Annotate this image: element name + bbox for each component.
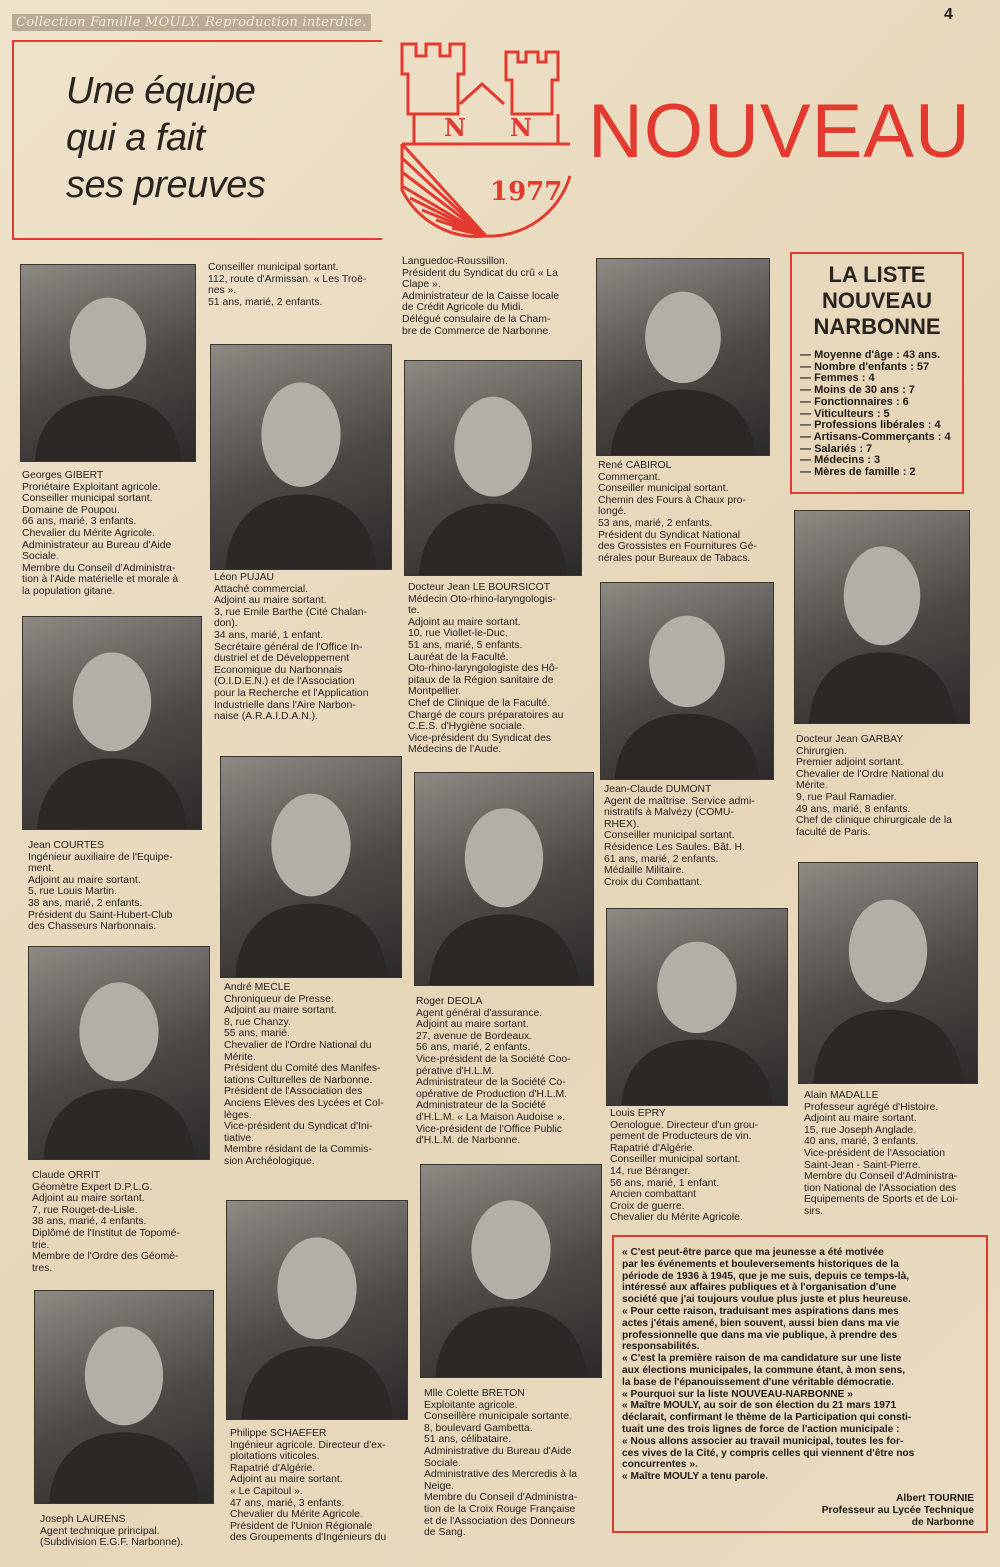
caption-line: Chroniqueur de Presse. <box>224 993 334 1005</box>
caption-line: Président du Syndicat du crû « La <box>402 267 558 279</box>
caption-line: Agent de maîtrise. Service admi- <box>604 795 755 807</box>
caption-line: te. <box>408 605 420 617</box>
caption-line: Membre résidant de la Commis- <box>224 1144 372 1156</box>
caption-line: et de l'Association des Donneurs <box>424 1515 576 1527</box>
caption-line: Membre du Conseil d'Administra- <box>804 1171 958 1183</box>
caption-line: 53 ans, marié, 2 enfants. <box>598 517 713 529</box>
caption-line: Médecin Oto-rhino-laryngologis- <box>408 593 556 605</box>
portrait-silhouette <box>221 757 401 977</box>
caption-line: Chevalier de l'Ordre National du <box>796 768 944 780</box>
caption-line: nistratifs à Malvézy (COMU- <box>604 807 734 819</box>
caption-line: pérative d'H.L.M. <box>416 1065 495 1077</box>
caption-line: longé. <box>598 506 627 518</box>
caption-line: 9, rue Paul Ramadier. <box>796 791 897 803</box>
caption-line: Vice-président de l'Office Public <box>416 1123 562 1135</box>
portrait-silhouette <box>23 617 201 829</box>
caption-line: Géomètre Expert D.P.L.G. <box>32 1181 153 1193</box>
caption-line: Industrielle dans l'Aire Narbon- <box>214 699 356 711</box>
portrait-photo <box>34 1290 214 1504</box>
candidate-name: Louis EPRY <box>610 1108 666 1119</box>
list-title-line: NOUVEAU <box>821 288 932 313</box>
candidate-name: Roger DEOLA <box>416 996 483 1007</box>
caption-line: 34 ans, marié, 1 enfant. <box>214 629 324 641</box>
candidate-name: André MECLE <box>224 982 291 993</box>
caption-line: Administrateur de la Société <box>416 1100 546 1112</box>
caption-line: tion National de l'Association des <box>804 1182 957 1194</box>
caption-line: Anciens Elèves des Lycées et Col- <box>224 1097 384 1109</box>
caption-line: Adjoint au maire sortant. <box>224 1005 337 1017</box>
quote-box <box>612 1235 988 1533</box>
caption-line: Adjoint au maire sortant. <box>214 595 327 607</box>
candidate-name: Jean COURTES <box>28 840 105 851</box>
caption-line: d'H.L.M. de Narbonne. <box>416 1135 521 1147</box>
quote-line: déclarait, confirmant le thème de la Participation qui consti- <box>622 1412 912 1424</box>
candidate-caption <box>796 734 976 838</box>
caption-line: 3, rue Emile Barthe (Cité Chalan- <box>214 606 368 618</box>
quote-line: « C'est peut-être parce que ma jeunesse a été motivée <box>622 1247 884 1258</box>
portrait-silhouette <box>21 265 195 461</box>
logo-letter: N <box>510 113 532 142</box>
slogan-heading <box>66 68 376 209</box>
caption-line: Délégué consulaire de la Cham- <box>402 313 551 325</box>
portrait-silhouette <box>795 511 969 723</box>
caption-line: RHEX). <box>604 818 640 830</box>
caption-line: Sociale. <box>424 1457 461 1469</box>
caption-line: 38 ans, marié, 4 enfants. <box>32 1216 147 1228</box>
masthead-title: NOUVEAU <box>588 89 971 174</box>
quote-line: professionnelle que dans ma vie publique, à prendre des <box>622 1329 898 1341</box>
caption-line: Clape ». <box>402 279 441 291</box>
candidate-caption <box>230 1428 414 1544</box>
caption-line: Vice-président de l'Association <box>804 1147 945 1159</box>
candidate-caption <box>408 582 590 756</box>
candidate-caption <box>416 996 600 1147</box>
logo-letter: N <box>444 113 466 142</box>
quote-signature <box>822 1493 974 1528</box>
signature-name: Albert TOURNIE <box>896 1493 974 1504</box>
signature-title: Professeur au Lycée Technique <box>821 1504 974 1516</box>
caption-line: Chevalier de l'Ordre National du <box>224 1039 372 1051</box>
list-title-line: NARBONNE <box>813 314 941 339</box>
candidate-caption <box>32 1170 214 1274</box>
caption-line: des Grossistes en Fournitures Gé- <box>598 541 757 553</box>
candidate-caption <box>214 572 396 723</box>
caption-line: 47 ans, marié, 3 enfants. <box>230 1497 345 1509</box>
caption-line: Médaille Militaire. <box>604 865 685 877</box>
quote-line: « Maître MOULY, au soir de son élection du 21 mars 1971 <box>622 1400 897 1412</box>
candidate-name: Mlle Colette BRETON <box>424 1388 525 1399</box>
caption-line: Oto-rhino-laryngologiste des Hô- <box>408 663 559 675</box>
portrait-photo <box>22 616 202 830</box>
caption-line: trie. <box>32 1239 50 1251</box>
caption-line: 51 ans, marié, 5 enfants. <box>408 639 523 651</box>
list-stats-box <box>790 252 964 494</box>
caption-line: lèges. <box>224 1109 252 1121</box>
caption-line: Domaine de Poupou. <box>22 504 120 516</box>
caption-line: Saint-Jean - Saint-Pierre. <box>804 1159 921 1171</box>
portrait-silhouette <box>421 1165 601 1377</box>
caption-line: Président de l'Union Régionale <box>230 1520 373 1532</box>
caption-line: Equipements de Sports et de Loi- <box>804 1194 959 1206</box>
caption-line: des Chasseurs Narbonnais. <box>28 921 157 933</box>
caption-line: ploitations viticoles. <box>230 1451 320 1463</box>
portrait-silhouette <box>415 773 593 985</box>
quote-line: aux élections municipales, la commune étant, à mon sens, <box>622 1364 906 1376</box>
caption-line: des Groupements d'Ingénieurs du <box>230 1532 387 1544</box>
list-stat-item: — Artisans-Commerçants : 4 <box>800 432 962 444</box>
caption-line: Secrétaire général de l'Office In- <box>214 641 363 653</box>
candidate-caption <box>604 784 786 888</box>
list-stat-item: — Mères de famille : 2 <box>800 467 962 479</box>
caption-line: Oenologue. Directeur d'un grou- <box>610 1119 759 1131</box>
quote-line: la base de l'épanouissement d'une véritable démocratie. <box>622 1376 895 1388</box>
list-stats <box>800 350 962 479</box>
caption-line: la population gitane. <box>22 585 116 597</box>
caption-line: Administrateur au Bureau d'Aide <box>22 539 172 551</box>
caption-line: tations Culturelles de Narbonne. <box>224 1074 373 1086</box>
caption-line: 7, rue Rouget-de-Lisle. <box>32 1204 138 1216</box>
candidate-caption <box>804 1090 982 1218</box>
caption-line: Administrative du Bureau d'Aide <box>424 1445 572 1457</box>
caption-line: Chemin des Fours à Chaux pro- <box>598 494 746 506</box>
caption-line: Résidence Les Saules. Bât. H. <box>604 841 745 853</box>
page-number: 4 <box>944 6 953 23</box>
caption-line: Croix de guerre. <box>610 1200 685 1212</box>
caption-line: Chef de clinique chirurgicale de la <box>796 815 952 827</box>
caption-line: 49 ans, marié, 8 enfants. <box>796 803 911 815</box>
portrait-photo <box>798 862 978 1084</box>
caption-line: 8, rue Chanzy. <box>224 1016 291 1028</box>
caption-line: 112, route d'Armissan. « Les Troë- <box>208 273 367 285</box>
caption-line: Professeur agrégé d'Histoire. <box>804 1101 939 1113</box>
caption-line: Croix du Combattant. <box>604 876 703 888</box>
caption-line: tion à l'Aide matérielle et morale à <box>22 574 179 586</box>
candidate-caption <box>610 1108 792 1224</box>
caption-line: Premier adjoint sortant. <box>796 757 904 769</box>
list-stat-item: — Femmes : 4 <box>800 373 962 385</box>
caption-line: Adjoint au maire sortant. <box>408 616 521 628</box>
caption-line: 56 ans, marié, 2 enfants. <box>416 1042 531 1054</box>
caption-line: nérales pour Bureaux de Tabacs. <box>598 552 751 564</box>
caption-line: tion de la Croix Rouge Française <box>424 1503 576 1515</box>
candidate-name: Alain MADALLE <box>804 1090 879 1101</box>
candidate-caption <box>402 256 586 337</box>
quote-line: par les événements et bouleversements historiques de la <box>622 1258 899 1270</box>
slogan-line: qui a fait <box>66 117 205 159</box>
caption-line: 14, rue Béranger. <box>610 1165 691 1177</box>
caption-line: Membre de l'Ordre des Géomè- <box>32 1251 179 1263</box>
caption-line: Montpellier. <box>408 686 462 698</box>
caption-line: Conseiller municipal sortant. <box>598 483 729 495</box>
caption-line: 51 ans, célibataire. <box>424 1434 512 1446</box>
caption-line: opérative de Production d'H.L.M. <box>416 1088 567 1100</box>
caption-line: Mérite. <box>224 1051 256 1063</box>
caption-line: 27, avenue de Bordeaux. <box>416 1030 533 1042</box>
caption-line: Conseillère municipale sortante. <box>424 1411 572 1423</box>
caption-line: 40 ans, marié, 3 enfants. <box>804 1136 919 1148</box>
caption-line: Rapatrié d'Algérie. <box>230 1462 316 1474</box>
caption-line: 10, rue Viollet-le-Duc. <box>408 628 508 640</box>
caption-line: Proriétaire Exploitant agricole. <box>22 481 161 493</box>
list-stat-item: — Fonctionnaires : 6 <box>800 397 962 409</box>
caption-line: Neige. <box>424 1480 455 1492</box>
candidate-name: Georges GIBERT <box>22 470 104 481</box>
quote-line: « Maître MOULY a tenu parole. <box>622 1471 769 1483</box>
portrait-photo <box>404 360 582 576</box>
caption-line: pour la Recherche et l'Application <box>214 687 369 699</box>
caption-line: pement de Producteurs de vin. <box>610 1131 752 1143</box>
caption-line: Administrateur de la Société Co- <box>416 1077 566 1089</box>
list-stat-item: — Moins de 30 ans : 7 <box>800 385 962 397</box>
caption-line: Membre du Conseil d'Administra- <box>424 1492 578 1504</box>
caption-line: d'H.L.M. « La Maison Audoise ». <box>416 1111 566 1123</box>
caption-line: Adjoint au maire sortant. <box>416 1019 529 1031</box>
caption-line: Administrateur de la Caisse locale <box>402 290 560 302</box>
candidate-caption <box>598 460 778 564</box>
caption-line: Administrative des Mercredis à la <box>424 1469 578 1481</box>
caption-line: 38 ans, marié, 2 enfants. <box>28 897 143 909</box>
list-stat-item: — Nombre d'enfants : 57 <box>800 362 962 374</box>
portrait-photo <box>414 772 594 986</box>
caption-line: Chargé de cours préparatoires au <box>408 709 564 721</box>
portrait-silhouette <box>597 259 769 455</box>
candidate-caption <box>28 840 210 933</box>
portrait-silhouette <box>607 909 787 1105</box>
list-stat-item: — Moyenne d'âge : 43 ans. <box>800 350 962 362</box>
caption-line: Président du Saint-Hubert-Club <box>28 909 173 921</box>
caption-line: Vice-président du Syndicat des <box>408 732 552 744</box>
portrait-photo <box>420 1164 602 1378</box>
candidate-name: Joseph LAURENS <box>40 1514 126 1525</box>
quote-line: ces vives de la Cité, y compris celles qui viennent d'être nos <box>622 1447 915 1459</box>
caption-line: Conseiller municipal sortant. <box>610 1154 741 1166</box>
slogan-line: Une équipe <box>66 70 256 112</box>
caption-line: Président du Syndicat National <box>598 529 741 541</box>
candidate-name: Philippe SCHAEFER <box>230 1428 327 1439</box>
caption-line: nes ». <box>208 285 237 297</box>
caption-line: 15, rue Joseph Anglade. <box>804 1124 917 1136</box>
candidate-caption <box>208 262 394 308</box>
nn-castle-logo <box>396 40 576 240</box>
caption-line: Président du Comité des Manifes- <box>224 1063 381 1075</box>
caption-line: Membre du Conseil d'Administra- <box>22 562 176 574</box>
caption-line: tiative. <box>224 1132 255 1144</box>
caption-line: bre de Commerce de Narbonne. <box>402 325 552 337</box>
caption-line: Adjoint au maire sortant. <box>804 1113 917 1125</box>
portrait-silhouette <box>211 345 391 569</box>
portrait-photo <box>210 344 392 570</box>
portrait-silhouette <box>29 947 209 1159</box>
caption-line: Chevalier du Mérite Agricole. <box>610 1212 743 1224</box>
caption-line: Ancien combattant <box>610 1189 697 1201</box>
candidate-caption <box>40 1514 220 1549</box>
caption-line: Chevalier du Mérite Agricole. <box>22 527 155 539</box>
caption-line: Chirurgien. <box>796 745 847 757</box>
caption-line: tres. <box>32 1262 53 1274</box>
quote-line: « Pour cette raison, traduisant mes aspirations dans mes <box>622 1305 899 1317</box>
portrait-silhouette <box>405 361 581 575</box>
caption-line: Attaché commercial. <box>214 583 309 595</box>
caption-line: Chef de Clinique de la Faculté. <box>408 697 551 709</box>
portrait-photo <box>600 582 774 780</box>
caption-line: Diplômé de l'Institut de Topomé- <box>32 1227 180 1239</box>
list-stat-item: — Médecins : 3 <box>800 455 962 467</box>
quote-line: période de 1936 à 1945, que je me suis, depuis ce temps-là, <box>622 1270 910 1282</box>
caption-line: Lauréat de la Faculté. <box>408 651 509 663</box>
caption-line: Conseiller municipal sortant. <box>604 830 735 842</box>
caption-line: Agent technique principal. <box>40 1525 160 1537</box>
caption-line: « Le Capitoul ». <box>230 1485 303 1497</box>
candidate-name: Docteur Jean LE BOURSICOT <box>408 582 551 593</box>
quote-line: « C'est la première raison de ma candidature sur une liste <box>622 1353 902 1365</box>
portrait-photo <box>20 264 196 462</box>
quote-line: intéressé aux affaires publiques et à l'organisation d'une <box>622 1282 897 1294</box>
portrait-silhouette <box>227 1201 407 1419</box>
caption-line: faculté de Paris. <box>796 826 871 838</box>
caption-line: 5, rue Louis Martin. <box>28 886 117 898</box>
caption-line: Agent général d'assurance. <box>416 1007 543 1019</box>
caption-line: Sociale. <box>22 551 59 563</box>
caption-line: Mérite. <box>796 780 828 792</box>
caption-line: Médecins de l'Aude. <box>408 744 502 756</box>
portrait-silhouette <box>799 863 977 1083</box>
candidate-name: Jean-Claude DUMONT <box>604 784 712 795</box>
quote-line: société que j'ai toujours voulue plus juste et plus heureuse. <box>622 1294 911 1306</box>
list-stat-item: — Professions libérales : 4 <box>800 420 962 432</box>
caption-line: Languedoc-Roussillon. <box>402 256 508 267</box>
portrait-photo <box>794 510 970 724</box>
portrait-photo <box>606 908 788 1106</box>
caption-line: Economique du Narbonnais <box>214 664 343 676</box>
caption-line: Commerçant. <box>598 471 661 483</box>
caption-line: Ingénieur auxiliaire de l'Equipe- <box>28 851 173 863</box>
caption-line: Adjoint au maire sortant. <box>28 874 141 886</box>
signature-title: de Narbonne <box>911 1516 974 1528</box>
list-title-line: LA LISTE <box>828 262 926 287</box>
caption-line: naise (A.R.A.I.D.A.N.). <box>214 711 318 723</box>
portrait-silhouette <box>35 1291 213 1503</box>
portrait-photo <box>220 756 402 978</box>
caption-line: C.E.S. d'Hygiène sociale. <box>408 721 525 733</box>
candidate-name: Claude ORRIT <box>32 1170 101 1181</box>
portrait-photo <box>596 258 770 456</box>
caption-line: Président de l'Association des <box>224 1086 363 1098</box>
candidate-name: René CABIROL <box>598 460 672 471</box>
caption-line: 56 ans, marié, 1 enfant. <box>610 1177 720 1189</box>
quote-line: « Pourquoi sur la liste NOUVEAU-NARBONNE » <box>622 1388 853 1400</box>
caption-line: Exploitante agricole. <box>424 1399 518 1411</box>
candidate-caption <box>424 1388 606 1539</box>
portrait-photo <box>28 946 210 1160</box>
list-stat-item: — Viticulteurs : 5 <box>800 409 962 421</box>
caption-line: (O.I.D.E.N.) et de l'Association <box>214 676 355 688</box>
caption-line: de Crédit Agricole du Midi. <box>402 302 524 314</box>
caption-line: 8, boulevard Gambetta. <box>424 1422 533 1434</box>
portrait-silhouette <box>601 583 773 779</box>
caption-line: sion Archéologique. <box>224 1155 315 1167</box>
caption-line: 55 ans, marié. <box>224 1028 290 1040</box>
caption-line: dustriel et de Développement <box>214 653 350 665</box>
caption-line: Conseiller municipal sortant. <box>22 493 153 505</box>
candidate-caption <box>224 982 406 1168</box>
caption-line: Adjoint au maire sortant. <box>230 1474 343 1486</box>
slogan-line: ses preuves <box>66 164 266 206</box>
caption-line: Vice-président de la Société Coo- <box>416 1053 571 1065</box>
caption-line: (Subdivision E.G.F. Narbonne). <box>40 1537 184 1549</box>
caption-line: 51 ans, marié, 2 enfants. <box>208 296 323 308</box>
caption-line: pitaux de la Région sanitaire de <box>408 674 554 686</box>
caption-line: Chevalier du Mérite Agricole. <box>230 1509 363 1521</box>
caption-line: 66 ans, marié, 3 enfants. <box>22 516 137 528</box>
caption-line: sirs. <box>804 1205 824 1217</box>
quote-line: « Nous allons associer au travail municipal, toutes les for- <box>622 1435 904 1447</box>
caption-line: ment. <box>28 863 54 875</box>
caption-line: Adjoint au maire sortant. <box>32 1193 145 1205</box>
quote-line: responsabilités. <box>622 1341 700 1353</box>
caption-line: Rapatrié d'Algérie. <box>610 1142 696 1154</box>
caption-line: Ingénieur agricole. Directeur d'ex- <box>230 1439 386 1451</box>
list-stat-item: — Salariés : 7 <box>800 444 962 456</box>
caption-line: 61 ans, marié, 2 enfants. <box>604 853 719 865</box>
caption-line: de Sang. <box>424 1527 466 1539</box>
quote-text <box>622 1247 978 1483</box>
logo-year: 1977 <box>490 177 563 207</box>
caption-line: don). <box>214 618 238 630</box>
candidate-name: Docteur Jean GARBAY <box>796 734 904 745</box>
caption-line: Conseiller municipal sortant. <box>208 262 339 273</box>
watermark: Collection Famille MOULY. Reproduction interdite. <box>12 14 371 31</box>
candidate-caption <box>22 470 206 598</box>
candidate-name: Léon PUJAU <box>214 572 275 583</box>
quote-line: concurrentes ». <box>622 1459 698 1471</box>
list-stats-title <box>792 262 962 340</box>
portrait-photo <box>226 1200 408 1420</box>
quote-line: tuait une des trois lignes de force de l'action municipale : <box>622 1423 900 1435</box>
quote-line: actes j'étais amené, bien souvent, aussi bien dans ma vie <box>622 1317 900 1329</box>
caption-line: Vice-président du Syndicat d'Ini- <box>224 1121 373 1133</box>
